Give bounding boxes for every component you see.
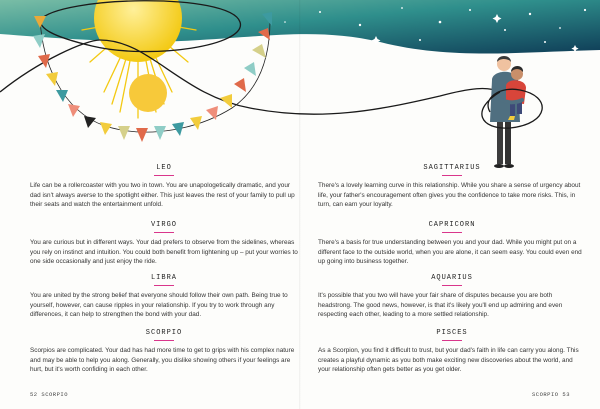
folio-right: SCORPIO 53 <box>531 391 570 398</box>
text-scorpio: Scorpios are complicated. Your dad has had more time to get to grips with his complex nature and may be able to help you along. Generally, you dislike showing others if your feelings are hurt, but it's worth confiding in each other. <box>30 347 295 374</box>
heading-pisces: PISCES <box>436 329 468 337</box>
heading-leo: LEO <box>156 164 172 172</box>
section-libra <box>30 274 298 320</box>
swoop-line <box>0 40 500 114</box>
sun-icon <box>94 0 182 62</box>
page-gutter <box>299 0 301 409</box>
folio-left: 52 SCORPIO <box>30 391 69 398</box>
text-pisces: As a Scorpion, you find it difficult to trust, but your dad's faith in life can carry you along. This creates a playful dynamic as you both make exciting new discoveries about the world, and your relationship often gets better as you get older. <box>318 347 579 374</box>
text-libra: You are united by the strong belief that everyone should follow their own path. Being true to yourself, however, can cause ripples in your relationship. If you try to work through any differences, it can help to strengthen the bond with your dad. <box>30 292 288 319</box>
heading-virgo: VIRGO <box>150 221 177 229</box>
section-pisces <box>318 329 586 375</box>
heading-rule <box>154 232 174 233</box>
text-sagittarius: There's a lovely learning curve in this relationship. While you share a sense of urgency about life, your father's encouragement often gives you the confidence to take more risks. This, in turn, can earn your loyalty. <box>318 182 581 209</box>
heading-rule <box>442 232 462 233</box>
section-sagittarius <box>318 164 586 210</box>
section-aquarius <box>318 274 586 320</box>
heading-rule <box>442 175 462 176</box>
heading-rule <box>154 175 174 176</box>
text-leo: Life can be a rollercoaster with you two in town. You are unapologetically dramatic, and your dad isn't always averse to the spotlight either. This just leaves the rest of your family to pull up their seats and watch the entertainment unfold. <box>30 182 295 209</box>
heading-libra: LIBRA <box>150 274 177 282</box>
moon-icon <box>129 74 167 112</box>
heading-rule <box>442 340 462 341</box>
section-virgo <box>30 221 298 267</box>
heading-capricorn: CAPRICORN <box>428 221 476 229</box>
heading-rule <box>154 285 174 286</box>
heading-scorpio: SCORPIO <box>145 329 183 337</box>
text-virgo: You are curious but in different ways. Your dad prefers to observe from the sidelines, whereas you rely on instinct and intuition. You could both benefit from lightening up – put your worries to one side occasionally and just enjoy the ride. <box>30 239 298 266</box>
section-scorpio <box>30 329 298 375</box>
section-leo <box>30 164 298 210</box>
heading-rule <box>154 340 174 341</box>
heading-aquarius: AQUARIUS <box>431 274 473 282</box>
text-capricorn: There's a basis for true understanding between you and your dad. While you might put on a different face to the outside world, when you are alone, it can seem easy. You could even end up going into business together. <box>318 239 582 266</box>
father-child-icon <box>490 56 526 168</box>
heading-rule <box>442 285 462 286</box>
text-aquarius: It's possible that you two will have your fair share of disputes because you are both headstrong. The good news, however, is that it's likely you'll end up admiring and even respecting each other, leading to a more settled relationship. <box>318 292 563 319</box>
heading-sagittarius: SAGITTARIUS <box>423 164 481 172</box>
section-capricorn <box>318 221 586 267</box>
